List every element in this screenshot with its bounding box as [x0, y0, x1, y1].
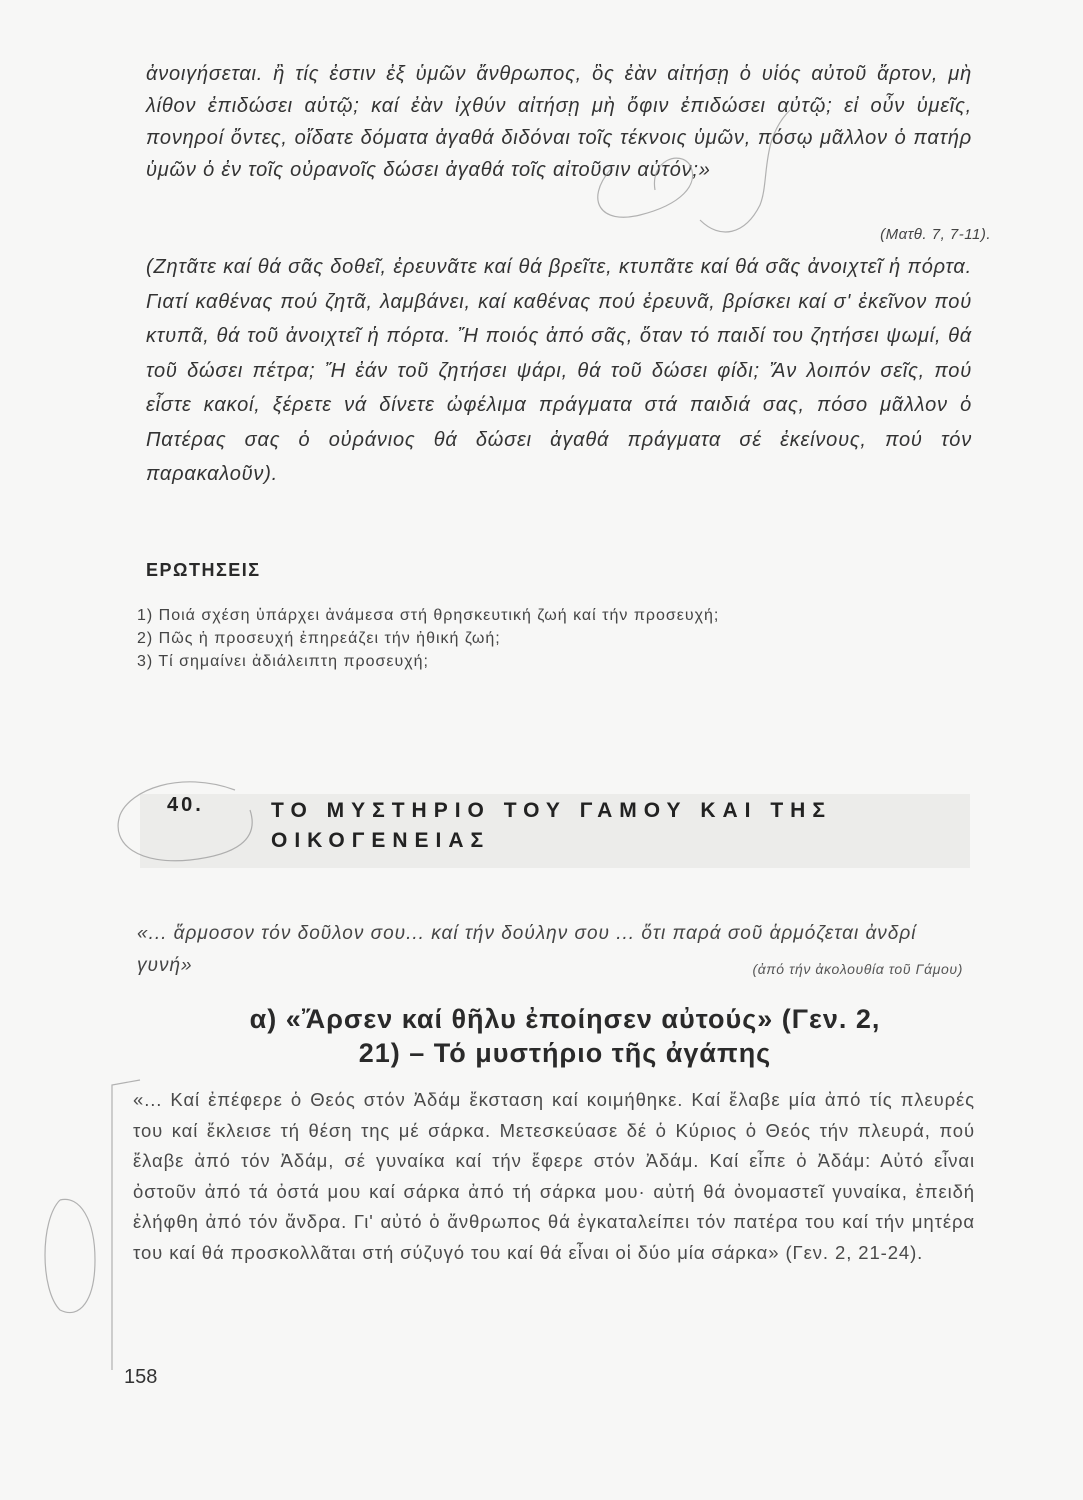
matthew-reference: (Ματθ. 7, 7-11).: [880, 226, 991, 243]
section-heading-line1: α) «Ἄρσεν καί θῆλυ ἐποίησεν αὐτούς» (Γεν. 2,: [249, 1004, 881, 1034]
question-item: 2) Πῶς ἡ προσευχή ἐπηρεάζει τήν ἠθική ζωή;: [137, 630, 501, 647]
epigraph: «... ἅρμοσον τόν δοῦλον σου... καί τήν δούλην σου ... ὅτι παρά σοῦ ἁρμόζεται ἀνδρί γυνή»: [137, 923, 917, 976]
modern-greek-translation: (Ζητᾶτε καί θά σᾶς δοθεῖ, ἐρευνᾶτε καί θά βρεῖτε, κτυπᾶτε καί θά σᾶς ἀνοιχτεῖ ἡ πόρτα. Γιατί καθένας πού ζητᾶ, λαμβάνει, καί καθένας πού ἐρευνᾶ, βρίσκει καί σ' ἐκεῖνον πού κτυπᾶ, θά τοῦ ἀνοιχτεῖ ἡ πόρτα. Ἤ ποιός ἀπό σᾶς, ὅταν τό παιδί του ζητήσει ψωμί, θά τοῦ δώσει πέτρα; Ἤ ἐάν τοῦ ζητήσει ψάρι, θά τοῦ δώσει φίδι; Ἄν λοιπόν σεῖς, πού εἶστε κακοί, ξέρετε νά δίνετε ὠφέλιμα πράγματα στά παιδιά σας, πόσο μᾶλλον ὁ Πατέρας σας ὁ οὐράνιος θά δώσει ἀγαθά πράγματα σέ ἐκείνους, πού τόν παρακαλοῦν).: [146, 256, 972, 485]
epigraph-reference: (ἀπό τήν ἀκολουθία τοῦ Γάμου): [752, 961, 963, 977]
section-heading: [150, 1002, 980, 1070]
matthew-quote: ἀνοιγήσεται. ἢ τίς ἐστιν ἐξ ὑμῶν ἄνθρωπος, ὃς ἐὰν αἰτήσῃ ὁ υἱός αὐτοῦ ἄρτον, μὴ λίθον ἐπιδώσει αὐτῷ; καί ἐὰν ἰχθύν αἰτήσῃ μὴ ὄφιν ἐπιδώσει αὐτῷ; εἰ οὖν ὑμεῖς, πονηροί ὄντες, οἴδατε δόματα ἀγαθά διδόναι τοῖς τέκνοις ὑμῶν, πόσῳ μᾶλλον ὁ πατήρ ὑμῶν ὁ ἐν τοῖς οὐρανοῖς δώσει ἀγαθά τοῖς αἰτοῦσιν αὐτόν;»: [146, 63, 972, 181]
questions-heading: ΕΡΩΤΗΣΕΙΣ: [146, 560, 261, 580]
questions-list: [137, 604, 957, 673]
question-item: 3) Τί σημαίνει ἀδιάλειπτη προσευχή;: [137, 653, 429, 670]
genesis-quote: «... Καί ἐπέφερε ὁ Θεός στόν Ἀδάμ ἔκσταση καί κοιμήθηκε. Καί ἔλαβε μία ἀπό τίς πλευρές του καί ἔκλεισε τή θέση της μέ σάρκα. Μετεσκεύασε δέ ὁ Κύριος ὁ Θεός τήν πλευρά, πού ἔλαβε ἀπό τόν Ἀδάμ, σέ γυναίκα καί τήν ἔφερε στόν Ἀδάμ. Καί εἶπε ὁ Ἀδάμ: Αὐτό εἶναι ὀστοῦν ἀπό τά ὀστά μου καί σάρκα ἀπό τή σάρκα μου· αὐτή θά ὀνομαστεῖ γυναίκα, ἐπειδή ἐλήφθη ἀπό τόν ἄνδρα. Γι' αὐτό ὁ ἄνθρωπος θά ἐγκαταλείπει τόν πατέρα του καί τήν μητέρα του καί θά προσκολλᾶται στή σύζυγό του καί θά εἶναι οἱ δύο μία σάρκα» (Γεν. 2, 21-24).: [133, 1089, 975, 1263]
question-item: 1) Ποιά σχέση ὑπάρχει ἀνάμεσα στή θρησκευτική ζωή καί τήν προσευχή;: [137, 607, 720, 624]
pencil-oval-mark: [45, 1199, 95, 1312]
chapter-number: 40.: [167, 794, 204, 816]
chapter-title-line1: ΤΟ ΜΥΣΤΗΡΙΟ ΤΟΥ ΓΑΜΟΥ ΚΑΙ ΤΗΣ: [271, 799, 832, 822]
section-heading-line2: 21) – Τό μυστήριο τῆς ἀγάπης: [358, 1038, 772, 1068]
page-number: 158: [124, 1366, 158, 1388]
chapter-title-line2: ΟΙΚΟΓΕΝΕΙΑΣ: [271, 829, 491, 852]
chapter-title: [271, 796, 961, 856]
